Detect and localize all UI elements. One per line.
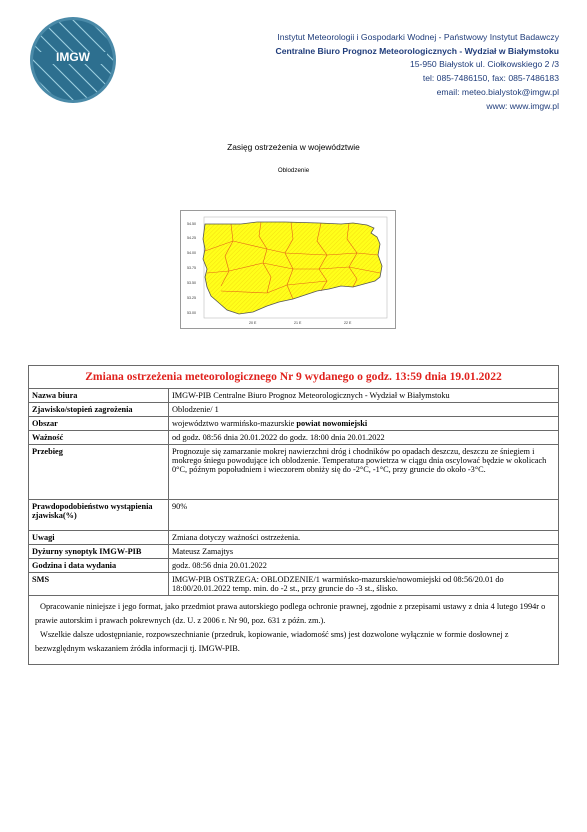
area-voivodeship: województwo warmińsko-mazurskie (172, 419, 297, 428)
lat-label: 53.00 (187, 311, 196, 315)
row-label: Uwagi (29, 531, 169, 545)
row-value: IMGW-PIB Centralne Biuro Prognoz Meteorologicznych - Wydział w Białymstoku (169, 389, 559, 403)
lon-label: 21 E (294, 321, 302, 325)
table-row (29, 417, 559, 431)
row-value: Zmiana dotyczy ważności ostrzeżenia. (169, 531, 559, 545)
row-label: Nazwa biura (29, 389, 169, 403)
row-label: Prawdopodobieństwo wystąpienia zjawiska(%) (29, 500, 169, 531)
row-label: Obszar (29, 417, 169, 431)
address: 15-950 Białystok ul. Ciołkowskiego 2 /3 (409, 59, 559, 70)
table-row (29, 559, 559, 573)
warning-title: Zmiana ostrzeżenia meteorologicznego Nr 9 wydanego o godz. 13:59 dnia 19.01.2022 (29, 366, 559, 389)
institution-header (276, 31, 559, 113)
table-row (29, 573, 559, 596)
table-row (29, 531, 559, 545)
table-row (29, 445, 559, 500)
row-label: Dyżurny synoptyk IMGW-PIB (29, 545, 169, 559)
row-label: Przebieg (29, 445, 169, 500)
table-row (29, 545, 559, 559)
lat-label: 53.50 (187, 281, 196, 285)
lon-label: 20 E (249, 321, 257, 325)
table-row (29, 403, 559, 417)
bureau-name: Centralne Biuro Prognoz Meteorologicznych - Wydział w Białymstoku (275, 45, 559, 56)
copyright-paragraph: Opracowanie niniejsze i jego format, jako przedmiot prawa autorskiego podlega ochronie prawnej, zgodnie z przepisami ustawy z dnia 4 lutego 1994r o prawie autorskim i prawach pokrewnych (dz. U. z 2006 r. Nr 90, poz. 631 z późn. zm.). (35, 602, 546, 625)
lat-label: 53.75 (187, 266, 196, 270)
document-title: Zasięg ostrzeżenia w województwie (227, 142, 360, 152)
logo-text: IMGW (56, 50, 90, 64)
institute-name: Instytut Meteorologii i Gospodarki Wodnej - Państwowy Instytut Badawczy (277, 32, 559, 42)
row-value: Prognozuje się zamarzanie mokrej nawierzchni dróg i chodników po opadach deszczu, deszczu ze śniegiem i mokrego śniegu powodujące ich oblodzenie. Temperatura powietrza w ciągu dnia oscylować będzie w okolicach 0°C, późnym popołudniem i wieczorem obniży się do -2°C, -1°C, przy gruncie do około -3°C. (169, 445, 559, 500)
warning-table (28, 365, 559, 665)
row-value (169, 417, 559, 431)
redistribution-paragraph: Wszelkie dalsze udostępnianie, rozpowszechnianie (przedruk, kopiowanie, wiadomość sms) jest dozwolone wyłącznie w formie dosłownej z bezwzględnym wskazaniem źródła informacji tj. IMGW-PIB. (35, 630, 509, 653)
table-row (29, 500, 559, 531)
table-row (29, 389, 559, 403)
row-value: Oblodzenie/ 1 (169, 403, 559, 417)
warning-map (180, 210, 396, 329)
row-label: Ważność (29, 431, 169, 445)
row-value: godz. 08:56 dnia 20.01.2022 (169, 559, 559, 573)
phone-fax: tel: 085-7486150, fax: 085-7486183 (422, 73, 559, 84)
table-row (29, 431, 559, 445)
email: email: meteo.bialystok@imgw.pl (436, 86, 559, 97)
row-value: od godz. 08:56 dnia 20.01.2022 do godz. 18:00 dnia 20.01.2022 (169, 431, 559, 445)
lat-label: 54.00 (187, 251, 196, 255)
row-value: 90% (169, 500, 559, 531)
row-value: Mateusz Zamajtys (169, 545, 559, 559)
row-label: SMS (29, 573, 169, 596)
row-value: IMGW-PIB OSTRZEGA: OBLODZENIE/1 warmińsko-mazurskie/nowomiejski od 08:56/20.01 do 18:00/20.01.2022 temp. min. do -2 st., przy gruncie do -3 st., ślisko. (169, 573, 559, 596)
row-label: Zjawisko/stopień zagrożenia (29, 403, 169, 417)
row-label: Godzina i data wydania (29, 559, 169, 573)
lon-label: 22 E (344, 321, 352, 325)
lat-label: 54.25 (187, 236, 196, 240)
lat-label: 53.25 (187, 296, 196, 300)
imgw-logo (29, 14, 117, 106)
lat-label: 54.50 (187, 222, 196, 226)
area-county: powiat nowomiejski (296, 419, 368, 428)
copyright-note (29, 596, 559, 665)
document-subtitle: Oblodzenie (277, 167, 310, 174)
website: www: www.imgw.pl (486, 100, 559, 111)
